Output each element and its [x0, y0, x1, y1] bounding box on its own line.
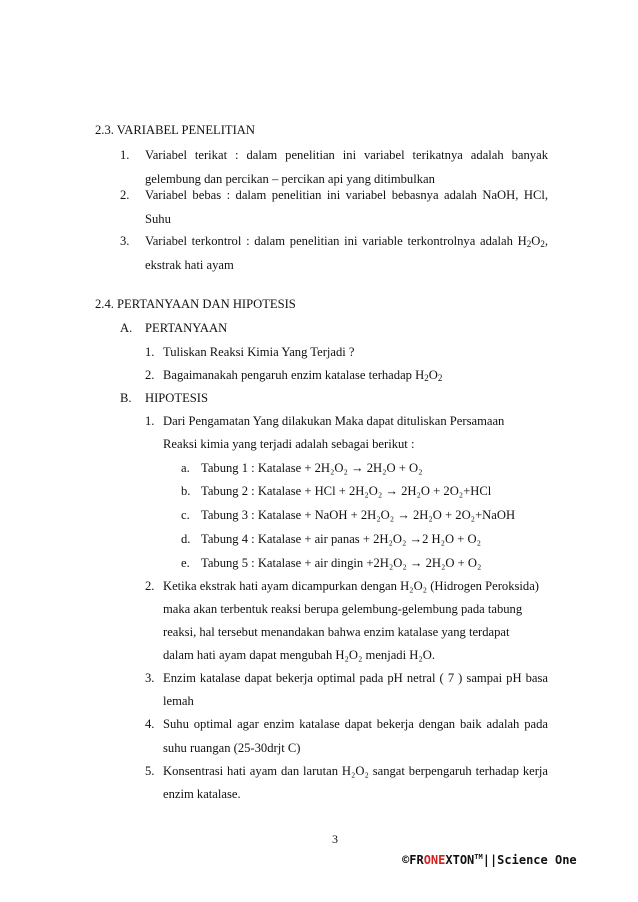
paragraph-line: Enzim katalase dapat bekerja optimal pada pH netral ( 7 ) sampai pH basa	[163, 671, 548, 685]
brand-part-red: ONE	[423, 853, 446, 867]
section-heading-variabel: 2.3. VARIABEL PENELITIAN	[95, 123, 255, 137]
list-item-text	[145, 233, 548, 249]
list-number: 3.	[145, 671, 155, 685]
formula-sub: 2	[540, 239, 545, 249]
paragraph-line: reaksi, hal tersebut menandakan bahwa enzim katalase yang terdapat	[163, 625, 510, 639]
list-number: 2.	[120, 188, 130, 202]
list-item-text: Variabel terikat : dalam penelitian ini variabel terikatnya adalah banyak	[145, 148, 548, 162]
paragraph-line: Konsentrasi hati ayam dan larutan H₂O₂ sangat berpengaruh terhadap kerja	[163, 764, 548, 778]
brand-part: XTON	[445, 853, 475, 867]
section-heading-hipotesis: 2.4. PERTANYAAN DAN HIPOTESIS	[95, 297, 296, 311]
list-item-text: gelembung dan percikan – percikan api yang ditimbulkan	[145, 172, 435, 186]
paragraph-line: maka akan terbentuk reaksi berupa gelembung-gelembung pada tabung	[163, 602, 523, 616]
list-item-text-main: Variabel terkontrol : dalam penelitian ini variable terkontrolnya adalah H	[145, 234, 527, 248]
list-number: 3.	[120, 234, 130, 248]
paragraph-line: Ketika ekstrak hati ayam dicampurkan dengan H₂O₂ (Hidrogen Peroksida)	[163, 579, 539, 593]
reaction-letter: e.	[181, 556, 190, 570]
reaction-equation: Tabung 4 : Katalase + air panas + 2H₂O₂ →2 H₂O + O₂	[201, 532, 482, 546]
subsection-title: HIPOTESIS	[145, 391, 208, 405]
punctuation: ,	[544, 234, 548, 248]
formula-part: O	[428, 368, 438, 382]
paragraph-line: suhu ruangan (25-30drjt C)	[163, 741, 301, 755]
list-item-text: ekstrak hati ayam	[145, 258, 234, 272]
paragraph-line: lemah	[163, 694, 194, 708]
reaction-letter: c.	[181, 508, 190, 522]
list-number: 4.	[145, 717, 155, 731]
list-item-text: Variabel bebas : dalam penelitian ini variabel bebasnya adalah NaOH, HCl,	[145, 188, 548, 202]
reaction-equation: Tabung 2 : Katalase + HCl + 2H₂O₂ → 2H₂O + 2O₂+HCl	[201, 484, 492, 498]
question-text: Tuliskan Reaksi Kimia Yang Terjadi ?	[163, 345, 355, 359]
list-number: 1.	[145, 345, 155, 359]
formula-sub: 2	[526, 239, 532, 249]
list-number: 5.	[145, 764, 155, 778]
list-number: 2.	[145, 579, 155, 593]
brand-part: ©FR	[402, 853, 424, 867]
paragraph-line: enzim katalase.	[163, 787, 241, 801]
page-number: 3	[332, 832, 338, 846]
paragraph-line: dalam hati ayam dapat mengubah H₂O₂ menjadi H₂O.	[163, 648, 435, 662]
paragraph-line: Reaksi kimia yang terjadi adalah sebagai berikut :	[163, 437, 415, 451]
trademark-mark: TM	[474, 853, 483, 861]
reaction-equation: Tabung 3 : Katalase + NaOH + 2H₂O₂ → 2H₂O + 2O₂+NaOH	[201, 508, 516, 522]
formula-part: O	[531, 234, 541, 248]
paragraph-line: Dari Pengamatan Yang dilakukan Maka dapat dituliskan Persamaan	[163, 414, 505, 428]
list-number: 1.	[145, 414, 155, 428]
subsection-label: B.	[120, 391, 132, 405]
paragraph-line: Suhu optimal agar enzim katalase dapat bekerja dengan baik adalah pada	[163, 717, 548, 731]
list-item-text: Suhu	[145, 212, 171, 226]
question-text-main: Bagaimanakah pengaruh enzim katalase terhadap H	[163, 368, 425, 382]
reaction-letter: b.	[181, 484, 191, 498]
reaction-letter: a.	[181, 461, 190, 475]
reaction-equation: Tabung 1 : Katalase + 2H₂O₂ → 2H₂O + O₂	[201, 461, 423, 475]
footer-brand	[402, 853, 577, 867]
list-number: 1.	[120, 148, 130, 162]
subsection-label: A.	[120, 321, 133, 335]
list-number: 2.	[145, 368, 155, 382]
question-text: Bagaimanakah pengaruh enzim katalase terhadap $H_2O_2$	[163, 368, 443, 383]
reaction-equation: Tabung 5 : Katalase + air dingin +2H₂O₂ → 2H₂O + O₂	[201, 556, 482, 570]
subsection-title: PERTANYAAN	[145, 321, 228, 335]
brand-part: ||Science One	[482, 853, 577, 867]
reaction-letter: d.	[181, 532, 191, 546]
